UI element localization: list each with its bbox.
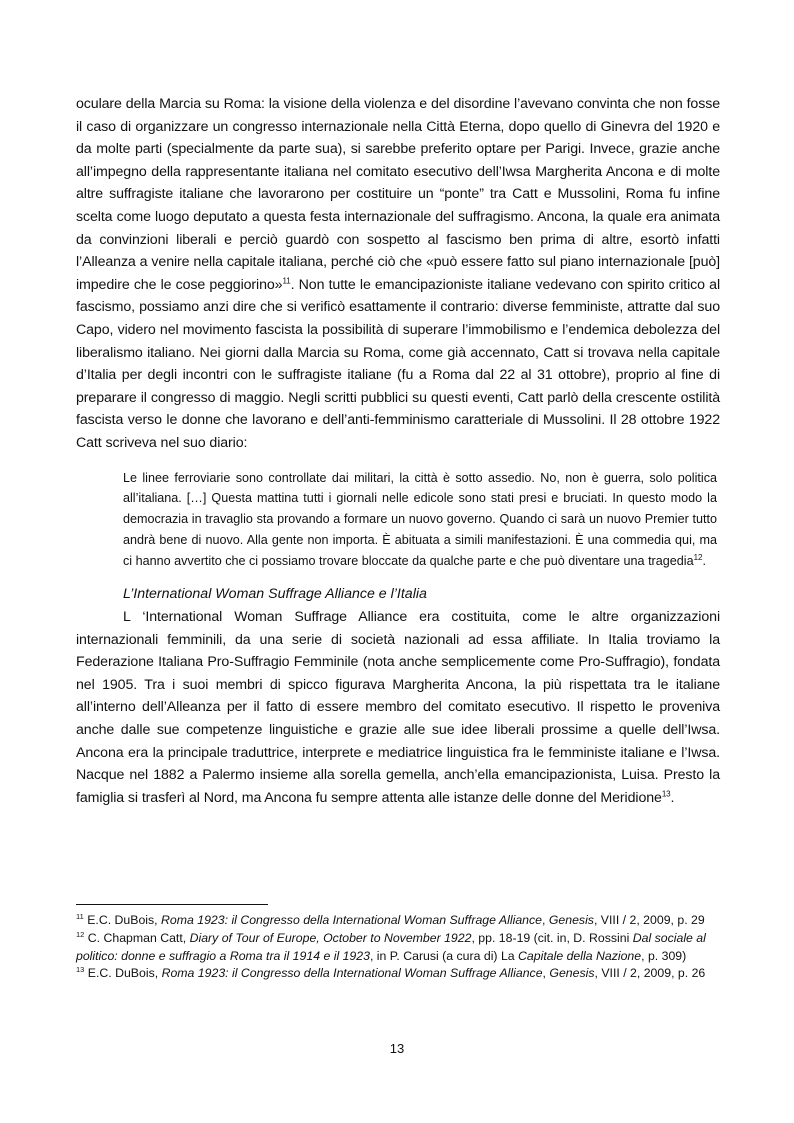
body-paragraph-2 (76, 606, 720, 809)
quote-end: . (702, 553, 706, 568)
footnote-mark: 11 (76, 911, 84, 921)
block-quote (123, 468, 717, 572)
section-heading: L’International Woman Suffrage Alliance e l’Italia (123, 586, 427, 603)
footnote-text: , pp. 18-19 (cit. in, D. Rossini (471, 930, 633, 945)
body-paragraph-1 (76, 93, 720, 455)
footnote-text: , (542, 966, 550, 981)
paragraph-2-text: L ‘International Woman Suffrage Alliance era costituita, come le altre organizzazioni internazionali femminili, da una serie di società nazionali ad essa affiliate. In Italia troviamo la Federazione Italiana Pro-Suffragio Femminile (nota anche semplicemente come Pro-Suffragio), fondata nel 1905. Tra i suoi membri di spicco figurava Margherita Ancona, la più rispettata tra le italiane all’interno dell’Alleanza per il fatto di essere membro del comitato esecutivo. Il rispetto le proveniva anche dalle sue competenze linguistiche e grazie alle sue idee liberali prossime a quelle dell’Iwsa. Ancona era la principale traduttrice, interprete e mediatrice linguistica fra le femministe italiane e l’Iwsa. Nacque nel 1882 a Palermo insieme alla sorella gemella, anch’ella emancipazionista, Luisa. Presto la famiglia si trasferì al Nord, ma Ancona fu sempre attenta alle istanze delle donne del Meridione (76, 609, 720, 806)
footnote-text: C. Chapman Catt, (84, 930, 190, 945)
paragraph-2-end: . (670, 789, 675, 806)
footnote-text: , VIII / 2, 2009, p. 29 (593, 913, 705, 927)
footnote-journal: Genesis (549, 966, 595, 981)
paragraph-1-text-b: . Non tutte le emancipazioniste italiane vedevano con spirito critico al fascismo, possiamo anzi dire che si verificò esattamente il contrario: diverse femministe, attratte dal suo Capo, videro nel movimento fascista la possibilità di superare l’immobilismo e l’endemica debolezza del liberalismo italiano. Nei giorni dalla Marcia su Roma, come già accennato, Catt si trovava nella capitale d’Italia per degli incontri con le suffragiste italiane (fu a Roma dal 22 al 31 ottobre), proprio al fine di preparare il congresso di maggio. Negli scritti pubblici su questi eventi, Catt parlò della crescente ostilità fascista verso le donne che lavorano e dell’anti-femminismo caratteriale di Mussolini. Il 28 ottobre 1922 Catt scriveva nel suo diario: (76, 276, 720, 451)
footnote-mark: 12 (76, 929, 85, 939)
footnotes (76, 912, 720, 983)
footnote-title: Roma 1923: il Congresso della International Woman Suffrage Alliance (161, 966, 543, 981)
footnote-text: E.C. DuBois, (84, 966, 162, 981)
footnote-title: Capitale della Nazione (518, 948, 642, 963)
footnote-ref-13[interactable]: 13 (661, 789, 671, 799)
footnote-13 (76, 965, 720, 983)
footnote-text: E.C. DuBois, (83, 913, 162, 927)
page-number: 13 (389, 1041, 405, 1056)
footnote-ref-11[interactable]: 11 (282, 276, 291, 286)
footnote-title: Diary of Tour of Europe, October to November 1922 (189, 930, 472, 945)
footnote-journal: Genesis (548, 913, 594, 927)
quote-text: Le linee ferroviarie sono controllate dai militari, la città è sotto assedio. No, non è guerra, solo politica all’italiana. […] Questa mattina tutti i giornali nelle edicole sono stati presi e bruciati. In questo modo la democrazia in travaglio sta provando a formare un nuovo governo. Quando ci sarà un nuovo Premier tutto andrà bene di nuovo. Alla gente non importa. È abituata a simili manifestazioni. È una commedia qui, ma ci hanno avvertito che ci possiamo trovare bloccate da qualche parte e che può diventare una tragedia (123, 470, 717, 568)
footnote-text: , (542, 913, 549, 927)
footnote-11 (76, 912, 720, 930)
footnote-divider (76, 904, 268, 905)
footnote-text: , VIII / 2, 2009, p. 26 (594, 966, 706, 981)
document-page (76, 93, 720, 809)
footnote-mark: 13 (76, 965, 85, 975)
footnote-title: Roma 1923: il Congresso della International Woman Suffrage Alliance (161, 913, 542, 927)
footnote-ref-12[interactable]: 12 (693, 552, 703, 562)
footnote-12 (76, 930, 720, 966)
footnote-text: , p. 309) (641, 948, 687, 963)
footnote-text: , in P. Carusi (a cura di) La (369, 948, 519, 963)
footnote-title: Dal sociale al politico: donne e suffragio a Roma tra il 1914 e il 1923 (76, 930, 706, 963)
paragraph-1-text-a: oculare della Marcia su Roma: la visione della violenza e del disordine l’avevano convinta che non fosse il caso di organizzare un congresso internazionale nella Città Eterna, dopo quello di Ginevra del 1920 e da molte parti (specialmente da parte sua), si sarebbe preferito optare per Parigi. Invece, grazie anche all’impegno della rappresentante italiana nel comitato esecutivo dell’Iwsa Margherita Ancona e di molte altre suffragiste italiane che lavorarono per costituire un “ponte” tra Catt e Mussolini, Roma fu infine scelta come luogo deputato a questa festa internazionale del suffragismo. Ancona, la quale era animata da convinzioni liberali e perciò guardò con sospetto al fascismo ben prima di altre, esortò infatti l’Alleanza a venire nella capitale italiana, perché ciò che «può essere fatto sul piano internazionale [può] impedire che le cose peggiorino» (76, 96, 720, 293)
